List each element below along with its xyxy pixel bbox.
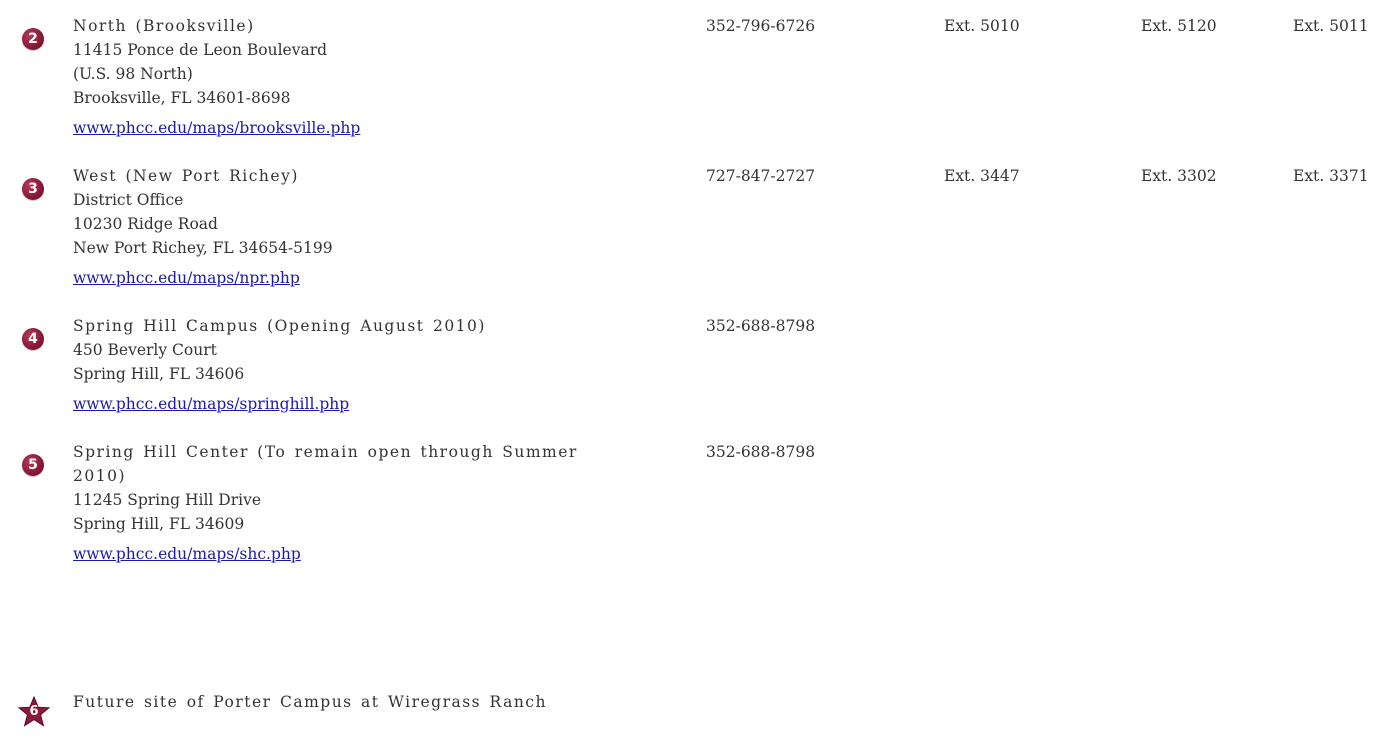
campus-map-link[interactable]: www.phcc.edu/maps/npr.php	[73, 269, 300, 287]
campus-phone: 352-688-8798	[706, 443, 816, 461]
campus-map-link[interactable]: www.phcc.edu/maps/shc.php	[73, 545, 301, 563]
campus-phone: 727-847-2727	[706, 167, 816, 185]
extension-3: Ext. 3371	[1293, 167, 1369, 185]
campus-name-line-2: 2010)	[73, 467, 126, 485]
star-icon	[18, 696, 50, 728]
future-site-name: Future site of Porter Campus at Wiregrass Ranch	[73, 693, 547, 711]
address-line: Brooksville, FL 34601-8698	[73, 89, 291, 107]
extension-3: Ext. 5011	[1293, 17, 1369, 35]
address-line: 450 Beverly Court	[73, 341, 217, 359]
campus-phone: 352-688-8798	[706, 317, 816, 335]
campus-info	[73, 314, 663, 416]
address-line: Spring Hill, FL 34606	[73, 365, 245, 383]
campus-name: Spring Hill Campus (Opening August 2010)	[73, 317, 486, 335]
address-line: District Office	[73, 191, 184, 209]
number-5-badge-icon: 5	[22, 454, 44, 476]
future-site-info	[73, 690, 663, 714]
campus-info	[73, 14, 663, 140]
address-line: Spring Hill, FL 34609	[73, 515, 245, 533]
number-2-badge-icon: 2	[22, 28, 44, 50]
number-6-badge-label: 6	[29, 704, 39, 719]
campus-phone: 352-796-6726	[706, 17, 816, 35]
address-line: New Port Richey, FL 34654-5199	[73, 239, 333, 257]
extension-2: Ext. 3302	[1141, 167, 1217, 185]
campus-name: West (New Port Richey)	[73, 167, 299, 185]
number-3-badge-icon: 3	[22, 178, 44, 200]
extension-2: Ext. 5120	[1141, 17, 1217, 35]
extension-1: Ext. 3447	[944, 167, 1020, 185]
campus-map-link[interactable]: www.phcc.edu/maps/springhill.php	[73, 395, 350, 413]
address-line: 10230 Ridge Road	[73, 215, 218, 233]
campus-info	[73, 164, 663, 290]
address-line: 11415 Ponce de Leon Boulevard	[73, 41, 328, 59]
number-4-badge-icon: 4	[22, 328, 44, 350]
extension-1: Ext. 5010	[944, 17, 1020, 35]
campus-map-link[interactable]: www.phcc.edu/maps/brooksville.php	[73, 119, 361, 137]
address-line: 11245 Spring Hill Drive	[73, 491, 262, 509]
campus-name-line-1: Spring Hill Center (To remain open through Summer	[73, 443, 578, 461]
campus-info	[73, 440, 663, 566]
address-line: (U.S. 98 North)	[73, 65, 193, 83]
campus-name: North (Brooksville)	[73, 17, 255, 35]
